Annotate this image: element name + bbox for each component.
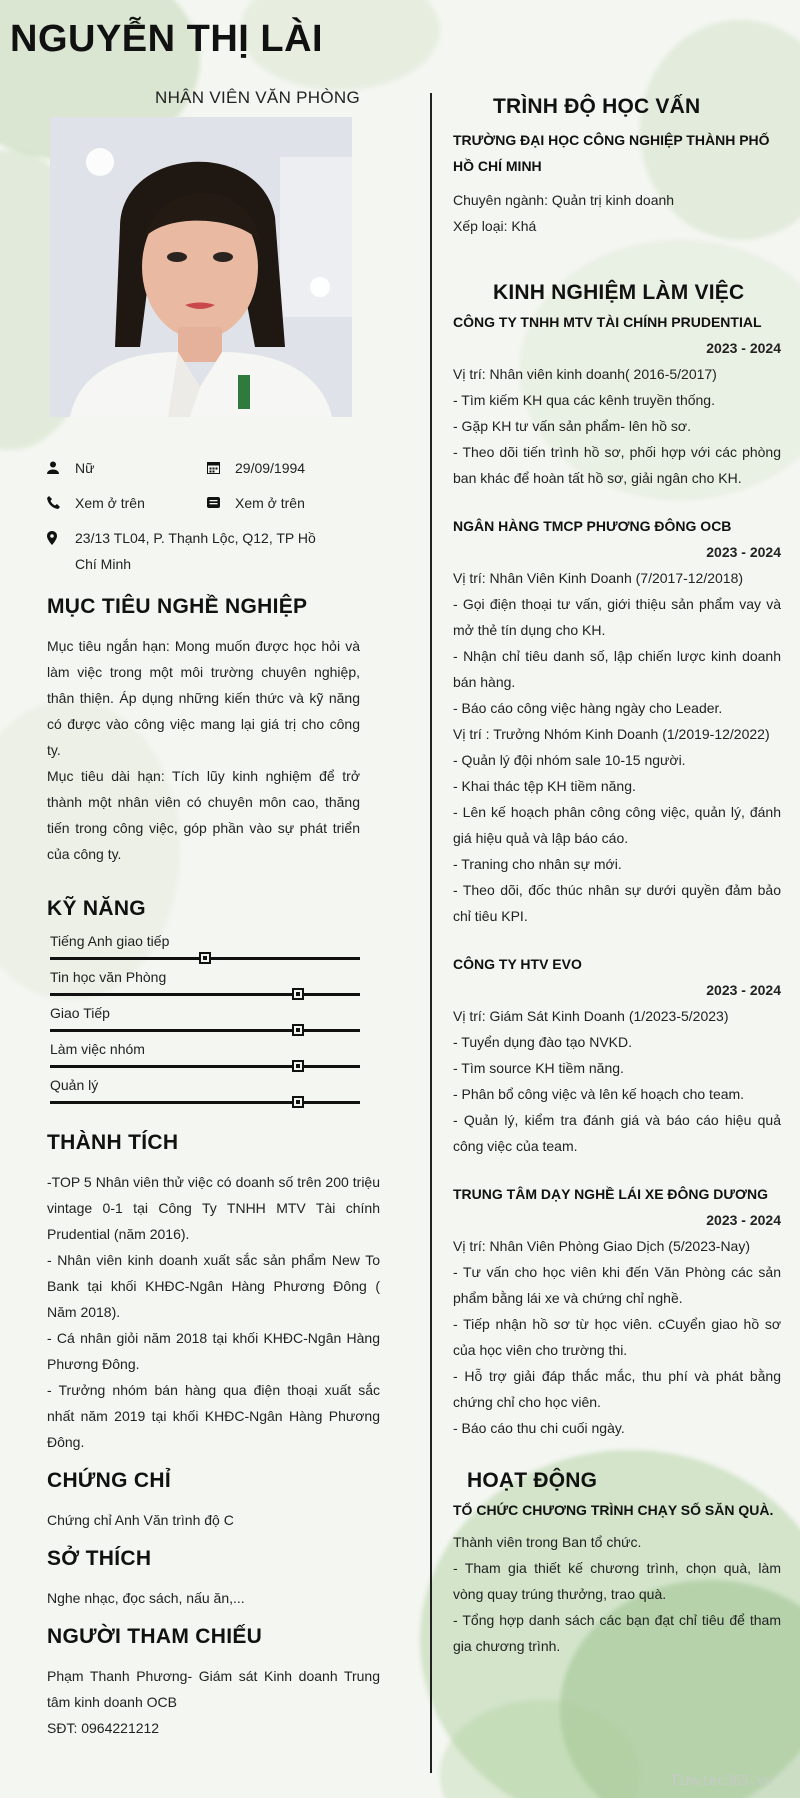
phone-value: Xem ở trên [75,495,145,511]
skill-track [50,993,360,996]
activity-line: - Tổng hợp danh sách các bạn đạt chỉ tiêu để tham gia chương trình. [453,1612,781,1654]
experience-entry [453,513,781,929]
achievement-item: - Trưởng nhóm bán hàng qua điện thoại xuất sắc nhất năm 2019 tại khối KHĐC-Ngân Hàng Phương Đông. [47,1382,380,1450]
reference-phone: SĐT: 0964221212 [47,1720,160,1736]
skills-list [47,933,372,1113]
skill-label: Giao Tiếp [50,1005,110,1021]
experience-entry [453,1181,781,1441]
skill-level-marker [292,1060,304,1072]
certificate-text: Chứng chỉ Anh Văn trình độ C [47,1512,234,1528]
activity-line: - Tham gia thiết kế chương trình, chọn quà, làm vòng quay trúng thưởng, trao quà. [453,1560,781,1602]
objective-long-term: Mục tiêu dài hạn: Tích lũy kinh nghiệm để trở thành một nhân viên có chuyên môn cao, thăng tiến trong công việc, góp phần vào sự phát triển của công ty. [47,768,360,862]
job-detail: - Traning cho nhân sự mới. [453,856,622,872]
company-name: CÔNG TY HTV EVO [453,956,582,972]
activity-name: TỔ CHỨC CHƯƠNG TRÌNH CHẠY SỐ SĂN QUÀ. [453,1502,774,1518]
skill-row [47,1077,372,1113]
references-title: NGƯỜI THAM CHIẾU [47,1625,263,1648]
achievement-item: - Cá nhân giỏi năm 2018 tại khối KHĐC-Ngân Hàng Phương Đông. [47,1330,380,1372]
achievement-item: -TOP 5 Nhân viên thử việc có doanh số trên 200 triệu vintage 0-1 tại Công Ty TNHH MTV Tài chính Prudential (năm 2016). [47,1174,380,1242]
education-title: TRÌNH ĐỘ HỌC VẤN [493,95,701,118]
skill-track [50,1101,360,1104]
email-field [207,495,367,516]
calendar-icon [207,461,227,477]
job-detail: - Tìm kiếm KH qua các kênh truyền thống. [453,392,715,408]
objective-title: MỤC TIÊU NGHỀ NGHIỆP [47,595,308,618]
job-detail: - Báo cáo công việc hàng ngày cho Leader. [453,700,723,716]
left-column [47,595,380,1741]
achievement-item: - Nhân viên kinh doanh xuất sắc sản phẩm New To Bank tại khối KHĐC-Ngân Hàng Phương Đông ( Năm 2018). [47,1252,380,1320]
education-major: Chuyên ngành: Quản trị kinh doanh [453,192,675,208]
hobbies-title: SỞ THÍCH [47,1547,152,1570]
job-detail: - Tiếp nhận hồ sơ từ học viên. cCuyển giao hồ sơ của học viên cho trường thi. [453,1316,781,1358]
job-detail: - Hỗ trợ giải đáp thắc mắc, thu phí và phát bằng chứng chỉ cho học viên. [453,1368,781,1410]
address-value: 23/13 TL04, P. Thạnh Lộc, Q12, TP Hồ Chí Minh [75,530,316,572]
company-name: TRUNG TÂM DẠY NGHỀ LÁI XE ĐÔNG DƯƠNG [453,1186,768,1202]
experience-entry [453,951,781,1159]
gender-field [47,460,207,481]
gender-value: Nữ [75,460,95,476]
birthday-field [207,460,367,481]
experience-entry [453,309,781,491]
skill-label: Tin học văn Phòng [50,969,167,985]
job-years: 2023 - 2024 [706,982,781,998]
job-detail: - Theo dõi tiến trình hồ sơ, phối hợp với các phòng ban khác để hoàn tất hồ sơ, giải ngân cho KH. [453,444,781,486]
experience-title: KINH NGHIỆM LÀM VIỆC [493,281,745,304]
phone-icon [47,496,67,512]
education-rank: Xếp loại: Khá [453,218,537,234]
personal-info [47,460,367,591]
company-name: NGÂN HÀNG TMCP PHƯƠNG ĐÔNG OCB [453,518,732,534]
skill-row [47,1041,372,1077]
skill-level-marker [199,952,211,964]
user-icon [47,461,67,477]
activity-line: Thành viên trong Ban tổ chức. [453,1534,642,1550]
job-detail: - Gặp KH tư vấn sản phẩm- lên hồ sơ. [453,418,691,434]
job-detail: - Tìm source KH tiềm năng. [453,1060,624,1076]
skill-label: Quản lý [50,1077,99,1093]
right-column [453,95,781,1659]
skill-label: Làm việc nhóm [50,1041,145,1057]
skill-label: Tiếng Anh giao tiếp [50,933,170,949]
skill-row [47,1005,372,1041]
job-detail: - Quản lý, kiểm tra đánh giá và báo cáo hiệu quả công việc của team. [453,1112,781,1154]
job-detail: Vị trí: Nhân Viên Phòng Giao Dịch (5/2023-Nay) [453,1238,751,1254]
company-name: CÔNG TY TNHH MTV TÀI CHÍNH PRUDENTIAL [453,314,762,330]
job-detail: Vị trí: Nhân viên kinh doanh( 2016-5/2017) [453,366,717,382]
experience-list [453,309,781,1441]
job-detail: - Tuyển dụng đào tạo NVKD. [453,1034,632,1050]
reference-contact: Phạm Thanh Phương- Giám sát Kinh doanh Trung tâm kinh doanh OCB [47,1668,380,1710]
school-name: TRƯỜNG ĐẠI HỌC CÔNG NGHIỆP THÀNH PHỐ HỒ CHÍ MINH [453,132,770,174]
email-value: Xem ở trên [235,495,305,511]
column-divider [430,93,432,1773]
skill-track [50,1029,360,1032]
achievements-title: THÀNH TÍCH [47,1131,179,1154]
job-detail: - Phân bổ công việc và lên kế hoạch cho team. [453,1086,745,1102]
skill-level-marker [292,1096,304,1108]
job-title: NHÂN VIÊN VĂN PHÒNG [155,88,361,107]
watermark: Timviec365.vn [670,1774,772,1789]
envelope-icon [207,496,227,512]
job-detail: Vị trí: Nhân Viên Kinh Doanh (7/2017-12/2018) [453,570,744,586]
certificates-title: CHỨNG CHỈ [47,1469,171,1492]
job-detail: - Tư vấn cho học viên khi đến Văn Phòng các sản phẩm bằng lái xe và chứng chỉ nghề. [453,1264,781,1306]
job-detail: - Báo cáo thu chi cuối ngày. [453,1420,625,1436]
activities-title: HOẠT ĐỘNG [467,1469,598,1492]
job-detail: - Theo dõi, đốc thúc nhân sự dưới quyền đảm bảo chỉ tiêu KPI. [453,882,781,924]
profile-photo [50,117,352,417]
skill-track [50,1065,360,1068]
skill-level-marker [292,1024,304,1036]
job-detail: - Nhận chỉ tiêu danh số, lập chiến lược kinh doanh bán hàng. [453,648,781,690]
job-years: 2023 - 2024 [706,340,781,356]
job-detail: - Gọi điện thoại tư vấn, giới thiệu sản phẩm vay và mở thẻ tín dụng cho KH. [453,596,781,638]
skill-level-marker [292,988,304,1000]
birthday-value: 29/09/1994 [235,460,306,476]
location-pin-icon [47,531,67,548]
hobbies-text: Nghe nhạc, đọc sách, nấu ăn,... [47,1590,245,1606]
job-detail: Vị trí : Trưởng Nhóm Kinh Doanh (1/2019-12/2022) [453,726,770,742]
job-detail: - Khai thác tệp KH tiềm năng. [453,778,636,794]
job-years: 2023 - 2024 [706,1212,781,1228]
job-detail: - Quản lý đội nhóm sale 10-15 người. [453,752,686,768]
skill-row [47,933,372,969]
job-years: 2023 - 2024 [706,544,781,560]
address-field [47,530,347,577]
job-detail: - Lên kế hoạch phân công công việc, quản lý, đánh giá hiệu quả và lập báo cáo. [453,804,781,846]
objective-short-term: Mục tiêu ngắn hạn: Mong muốn được học hỏi và làm việc trong một môi trường chuyên nghiệp, thân thiện. Áp dụng những kiến thức và kỹ năng có được vào công việc mang lại giá trị cho công ty. [47,638,360,758]
candidate-name: NGUYỄN THỊ LÀI [10,18,324,60]
skills-title: KỸ NĂNG [47,897,146,920]
skill-row [47,969,372,1005]
phone-field [47,495,207,516]
job-detail: Vị trí: Giám Sát Kinh Doanh (1/2023-5/2023) [453,1008,729,1024]
